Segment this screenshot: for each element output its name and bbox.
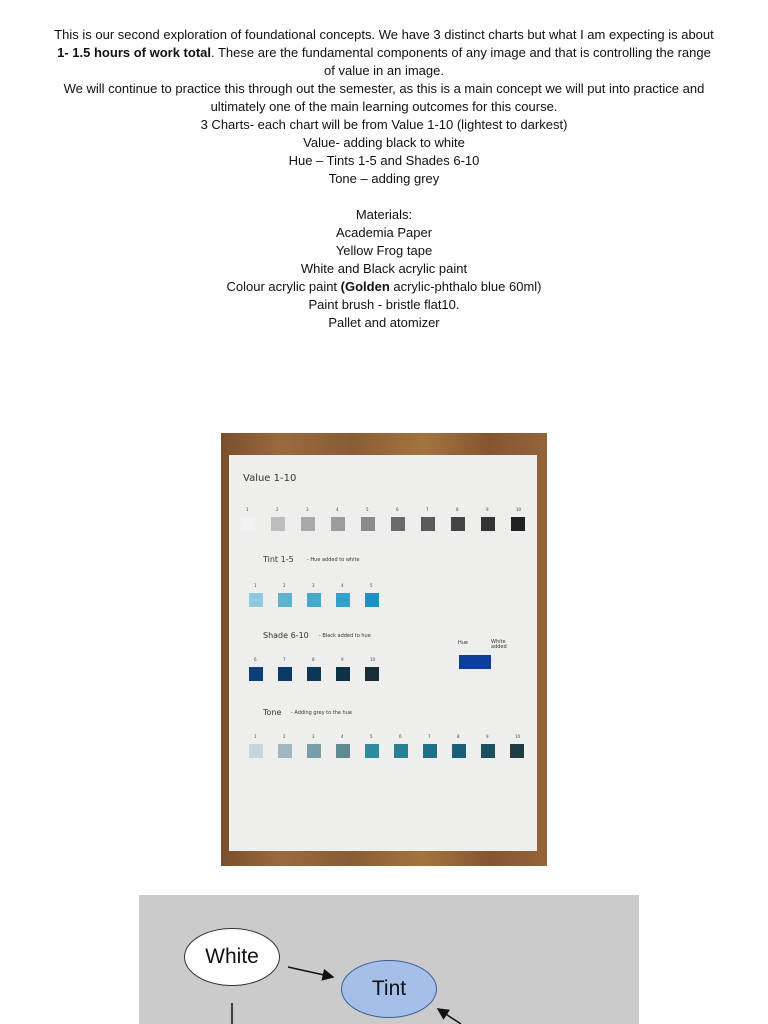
intro-text-cont: . These are the fundamental components of any image and that is controlling the range of value in an image.: [211, 45, 711, 78]
shade-swatch: [278, 667, 292, 681]
white-added-label: White added: [491, 639, 507, 650]
hue-swatch: [459, 655, 491, 669]
tint-number: 2: [283, 583, 286, 588]
tone-swatch: [452, 744, 466, 758]
tint-swatch: [365, 593, 379, 607]
shade-number: 9: [341, 657, 344, 662]
tint-swatch: [307, 593, 321, 607]
shade-number: 6: [254, 657, 257, 662]
value-swatch: [481, 517, 495, 531]
value-number: 3: [306, 507, 309, 512]
tone-swatch: [365, 744, 379, 758]
tone-number: 4: [341, 734, 344, 739]
value-number: 2: [276, 507, 279, 512]
tone-swatch: [481, 744, 495, 758]
intro-text: This is our second exploration of foundational concepts. We have 3 distinct charts but what I am expecting is about: [54, 27, 714, 42]
value-number: 1: [246, 507, 249, 512]
tone-label: Tone: [263, 708, 282, 717]
tone-number: 1: [254, 734, 257, 739]
material-item: White and Black acrylic paint: [300, 261, 468, 276]
diagram-arrows: [139, 895, 639, 1024]
value-number: 5: [366, 507, 369, 512]
value-swatch: [391, 517, 405, 531]
tone-swatch: [249, 744, 263, 758]
chart-paper: [229, 455, 537, 851]
tone-number: 2: [283, 734, 286, 739]
material-item: Pallet and atomizer: [328, 315, 440, 330]
tint-number: 4: [341, 583, 344, 588]
practice-paragraph: We will continue to practice this through out the semester, as this is a main concept we will put into practice and ultimately one of the main learning outcomes for this course.: [63, 81, 705, 114]
tint-note: - Hue added to white: [307, 557, 360, 563]
shade-swatch: [249, 667, 263, 681]
value-number: 4: [336, 507, 339, 512]
value-number: 6: [396, 507, 399, 512]
assignment-text: [52, 26, 716, 332]
shade-swatch: [307, 667, 321, 681]
shade-label: Shade 6-10: [263, 631, 309, 640]
tint-number: 3: [312, 583, 315, 588]
tone-note: - Adding grey to the hue: [291, 710, 352, 716]
time-estimate: 1- 1.5 hours of work total: [57, 45, 211, 60]
shade-swatch: [365, 667, 379, 681]
intro-paragraph: [52, 26, 716, 80]
tone-number: 3: [312, 734, 315, 739]
value-swatch: [271, 517, 285, 531]
tone-number: 8: [457, 734, 460, 739]
tone-number: 6: [399, 734, 402, 739]
white-node-label: White: [205, 945, 259, 968]
white-to-tint-arrow: [288, 967, 333, 977]
value-number: 8: [456, 507, 459, 512]
shade-number: 7: [283, 657, 286, 662]
value-line: Value- adding black to white: [303, 135, 465, 150]
incoming-tint-arrow: [438, 1009, 461, 1024]
material-item: Academia Paper: [335, 225, 433, 240]
shade-number: 8: [312, 657, 315, 662]
material-item: Paint brush - bristle flat10.: [308, 297, 460, 312]
value-number: 7: [426, 507, 429, 512]
value-swatch: [241, 517, 255, 531]
tone-number: 7: [428, 734, 431, 739]
tone-line: Tone – adding grey: [328, 171, 440, 186]
color-diagram: [139, 895, 639, 1024]
value-label: Value 1-10: [243, 473, 297, 484]
tone-swatch: [336, 744, 350, 758]
material-item: Colour acrylic paint (Golden acrylic-phthalo blue 60ml): [226, 279, 542, 294]
tone-number: 10: [515, 734, 521, 739]
value-swatch: [331, 517, 345, 531]
tint-label: Tint 1-5: [263, 555, 294, 564]
hue-line: Hue – Tints 1-5 and Shades 6-10: [288, 153, 480, 168]
tone-swatch: [423, 744, 437, 758]
shade-swatch: [336, 667, 350, 681]
tint-number: 5: [370, 583, 373, 588]
value-swatch: [361, 517, 375, 531]
tint-swatch: [336, 593, 350, 607]
tone-swatch: [510, 744, 524, 758]
tone-number: 5: [370, 734, 373, 739]
charts-line: 3 Charts- each chart will be from Value 1-10 (lightest to darkest): [200, 117, 568, 132]
tone-swatch: [394, 744, 408, 758]
tint-number: 1: [254, 583, 257, 588]
tone-number: 9: [486, 734, 489, 739]
tone-swatch: [307, 744, 321, 758]
shade-note: - Black added to hue: [319, 633, 371, 639]
value-number: 10: [516, 507, 522, 512]
value-swatch: [511, 517, 525, 531]
tint-swatch: [278, 593, 292, 607]
hue-label: Hue: [458, 640, 469, 646]
value-number: 9: [486, 507, 489, 512]
materials-heading: Materials:: [355, 207, 413, 222]
value-swatch: [301, 517, 315, 531]
tint-swatch: [249, 593, 263, 607]
value-chart-photo: [221, 433, 547, 866]
value-swatch: [421, 517, 435, 531]
tint-node-label: Tint: [371, 977, 407, 1000]
tone-swatch: [278, 744, 292, 758]
shade-number: 10: [370, 657, 376, 662]
value-swatch: [451, 517, 465, 531]
material-item: Yellow Frog tape: [335, 243, 433, 258]
